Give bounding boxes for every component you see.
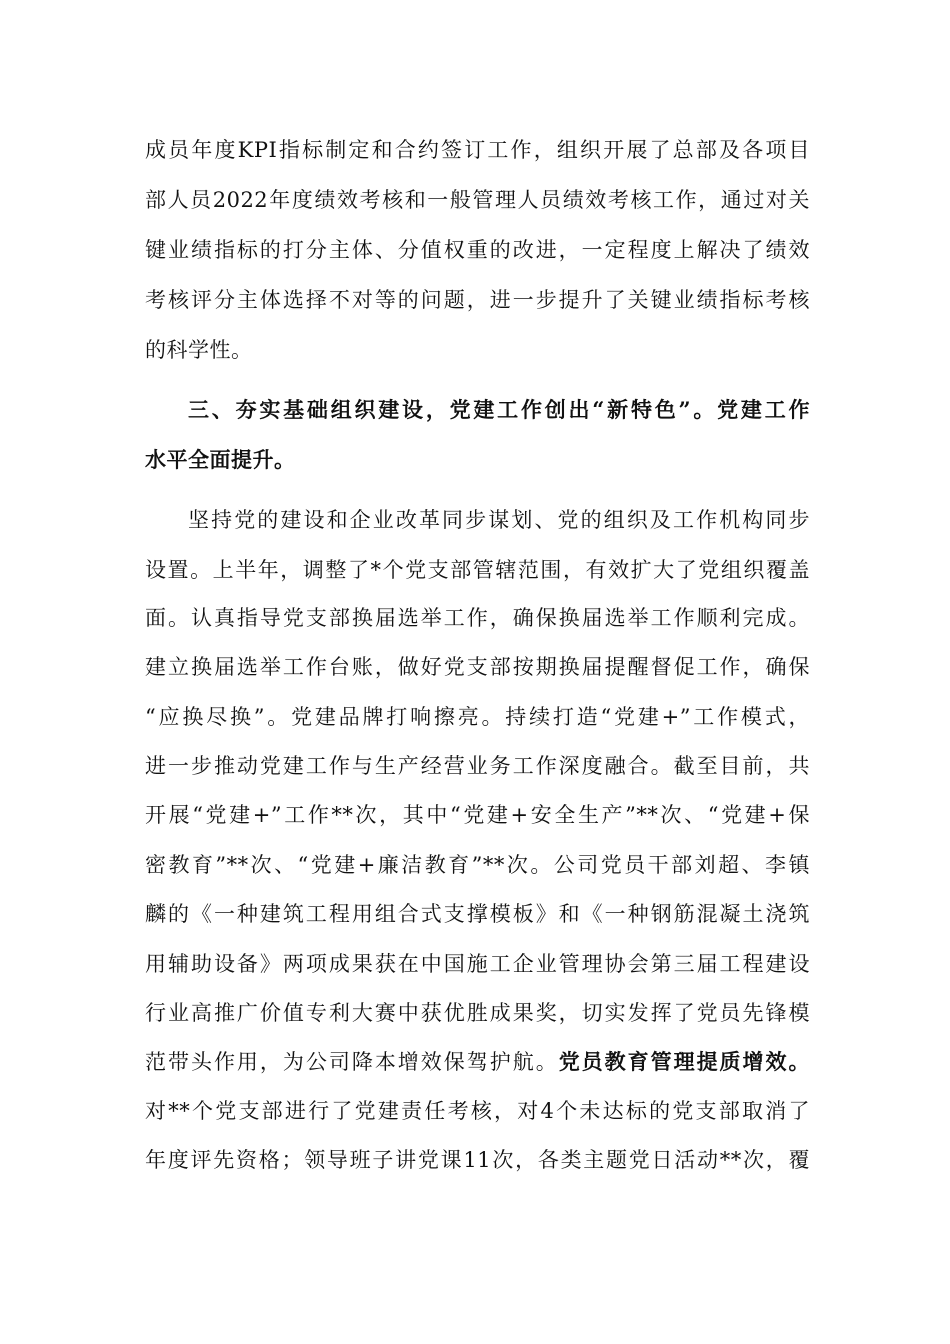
paragraph-line: 成员年度KPI指标制定和合约签订工作，组织开展了总部及各项目 <box>145 138 810 162</box>
paragraph-line-mixed <box>145 1042 810 1082</box>
paragraph-line: 对**个党支部进行了党建责任考核，对4个未达标的党支部取消了 <box>145 1099 810 1123</box>
paragraph-line: 开展“党建+”工作**次，其中“党建+安全生产”**次、“党建+保 <box>145 803 810 827</box>
inline-bold-heading: 党员教育管理提质增效。 <box>558 1049 811 1074</box>
paragraph-line: 部人员2022年度绩效考核和一般管理人员绩效考核工作，通过对关 <box>145 188 810 212</box>
paragraph-line: 面。认真指导党支部换届选举工作，确保换届选举工作顺利完成。 <box>145 606 810 630</box>
paragraph-line: 麟的《一种建筑工程用组合式支撑模板》和《一种钢筋混凝土浇筑 <box>145 902 810 926</box>
paragraph-line: “应换尽换”。党建品牌打响擦亮。持续打造“党建+”工作模式， <box>145 705 810 729</box>
section-heading-line: 三、夯实基础组织建设，党建工作创出“新特色”。党建工作 <box>188 397 810 422</box>
paragraph-line: 行业高推广价值专利大赛中获优胜成果奖，切实发挥了党员先锋模 <box>145 1001 810 1025</box>
paragraph-line: 坚持党的建设和企业改革同步谋划、党的组织及工作机构同步 <box>188 508 810 532</box>
paragraph-line: 密教育”**次、“党建+廉洁教育”**次。公司党员干部刘超、李镇 <box>145 853 810 877</box>
paragraph-line: 进一步推动党建工作与生产经营业务工作深度融合。截至目前，共 <box>145 754 810 778</box>
paragraph-line: 建立换届选举工作台账，做好党支部按期换届提醒督促工作，确保 <box>145 655 810 679</box>
paragraph-text: 范带头作用，为公司降本增效保驾护航。 <box>145 1050 559 1074</box>
paragraph-line: 年度评先资格；领导班子讲党课11次，各类主题党日活动**次，覆 <box>145 1148 810 1172</box>
paragraph-line: 设置。上半年，调整了*个党支部管辖范围，有效扩大了党组织覆盖 <box>145 558 810 582</box>
paragraph-line: 键业绩指标的打分主体、分值权重的改进，一定程度上解决了绩效 <box>145 238 810 262</box>
section-heading-line: 水平全面提升。 <box>145 447 296 472</box>
paragraph-line: 的科学性。 <box>145 338 253 362</box>
paragraph-line: 考核评分主体选择不对等的问题，进一步提升了关键业绩指标考核 <box>145 288 810 312</box>
paragraph-line: 用辅助设备》两项成果获在中国施工企业管理协会第三届工程建设 <box>145 952 810 976</box>
